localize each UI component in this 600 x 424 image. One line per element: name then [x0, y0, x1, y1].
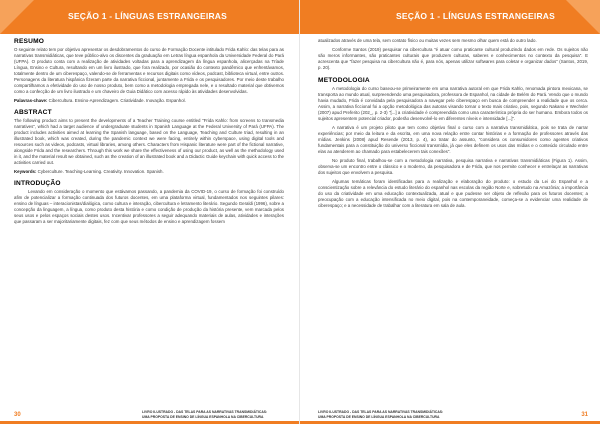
metodologia-heading: METODOLOGIA — [318, 77, 370, 84]
section-title: SEÇÃO 1 - LÍNGUAS ESTRANGEIRAS — [68, 11, 228, 21]
page-number: 31 — [581, 412, 588, 418]
introducao-heading: INTRODUÇÃO — [14, 180, 61, 187]
right-page — [300, 0, 600, 424]
resumo-paragraph: O seguinte relato tem por objetivo apresentar os desdobramentos do curso de Formação Docente intitulado Frida Kahlo: das telas para as narrativas transmidiáticas, que teve público-alvo os discentes da graduação em Letras língua espanhola da Universidade Federal do Pará (UFPA). O produto conta com a realização de atividades voltadas para a aprendizagem da língua espanhola, alicerçadas na Tríade Língua, Ensino e Cultura, resultando em um livro ilustrado, que fora realizado, por ocasião do contexto pandêmico que enfrentávamos, totalmente dentro de um ciberespaço, valendo-se de ferramentas e recursos digitais como vídeos, podcast, biblioteca virtual, entre outros. Personagens da literatura hispânica fizeram parte da narrativa ficcional, juntamente a Frida e os pesquisadores. Por meio deste trabalho compartilhamos a efetividade do uso de nosso produto, bem como a metodologia empregada nele, e o resultado material que obtivemos como a confecção de um livro ilustrado e um chaveiro de Guia Didático com acesso rápido às atividades desenvolvidas. — [14, 47, 284, 94]
footer-book-title — [142, 410, 267, 419]
metodologia-paragraph-2: A narrativa é um projeto piloto que tem como objetivo final o curso com a narrativa transmidiática, pois se trata de narrar experiências; por meio da leitura e da escrita, em uma nova relação entre contar histórias e a formação de professores através das mídias. Jenkins (2008) apud Resende (2013, p. 4), ao tratar do assunto, "considera os consumidores como agentes criativos fundamentais para a constituição do universo ficcional transmídia, já que eles definem os usos das mídias e o conteúdo circulado entre elas ao atenderem ao chamado para estabelecerem tais conexões". — [318, 125, 588, 154]
palavras-chave-label: Palavras-chave: — [14, 98, 48, 103]
palavras-chave-text: Cibercultura. Ensino-Aprendizagem. Criatividade. Inovação. Espanhol. — [47, 98, 186, 103]
footer-line-1: LIVRO ILUSTRADO - DAS TELAS PARA AS NARRATIVAS TRANSMIDIÁTICAS: — [318, 410, 444, 415]
keywords-label: Keywords: — [14, 169, 37, 174]
page-number: 30 — [14, 412, 21, 418]
resumo-heading: RESUMO — [14, 38, 45, 45]
left-footer — [0, 404, 300, 424]
metodologia-paragraph-1: A metodologia do curso baseou-se primeiramente em uma narrativa autoral em que Frida Kahlo, renomada pintora mexicana, se transporta ao mundo atual, surpreendendo uma pesquisadora, professora de Espanhol, na cidade de Belém do Pará. Vendo que o mundo havia mudado, Frida é convidada pela pesquisadora a navegar pelo ciberespaço em busca de compreender a realidade que os cerca. Assim, a narrativa ficcional foi a opção metodológica das autoras visando tornar o texto mais criativo, pois, segundo Nakano e Wechsler (2007) apud Preferito (202_, p. 2-3) "[...] a criatividade é compreendida como uma característica própria do ser humano. Embora todos os sujeitos apresentem potencial criador, poderão desenvolvê-lo em diferentes níveis e intensidade [...]". — [318, 86, 588, 121]
right-header-banner — [300, 0, 600, 34]
keywords — [14, 169, 284, 175]
keywords-text: Cyberculture. Teaching-Learning. Creativity. Innovation. Spanish. — [36, 169, 164, 174]
left-header-banner — [0, 0, 300, 34]
left-text-column — [14, 38, 284, 228]
abstract-heading: ABSTRACT — [14, 109, 52, 116]
header-decoration-shape — [566, 0, 600, 34]
metodologia-paragraph-3: No produto final, trabalhou-se com a metodologia narrativa, pesquisa narrativa e narrativas transmidiáticas (Figura 1). Assim, observa-se um encontro entre o clássico e o moderno, da pesquisadora e de Frida, que nos permite conhecer e entrelaçar as narrativas dos sujeitos que envolvem a pesquisa. — [318, 158, 588, 175]
footer-line-1: LIVRO ILUSTRADO - DAS TELAS PARA AS NARRATIVAS TRANSMIDIÁTICAS: — [142, 410, 268, 415]
right-text-column — [318, 38, 588, 212]
palavras-chave — [14, 98, 284, 104]
footer-line-2: UMA PROPOSTA DE ENSINO DE LÍNGUA ESPANHOLA NA CIBERCULTURA — [318, 414, 440, 419]
abstract-paragraph: The following product aims to present the developments of a Teacher Training course entitled "Frida Kahlo: from screens to transmedia narratives", which had a target audience of undergraduate students in Spanish Language at the Federal University of Pará (UFPA). The product includes activities aimed at learning the Spanish language, based on the Language, Teaching and Culture triad, resulting in an illustrated book, which was created, during the pandemic context we were facing, entirely within cyberspace, using digital tools and resources such as videos, podcasts, virtual libraries, among others. Characters from Hispanic literature were part of the fictional narrative, alongside Frida and the researchers. Through this work we share the effectiveness of using our product, as well as the methodology used in it, and the material result we obtained, such as the creation of an illustrated book and a Didactic Guide keychain with quick access to the activities carried out. — [14, 118, 284, 165]
section-title: SEÇÃO 1 - LÍNGUAS ESTRANGEIRAS — [396, 11, 556, 21]
metodologia-paragraph-4: Algumas temáticas foram identificadas para a realização e elaboração do produto: o estudo da Lei do Espanhol e a conscientização sobre a relevância do estudo literário do espanhol nas escolas da região Norte e, sobretudo na Amazônia; a importância do uso da criatividade em uma educação contextualizada, atual e que pudesse ser objeto de reflexão para os futuros docentes; a preocupação com a educação intensificada no meio digital, pois na contemporaneidade, começa-se a evidenciar uma realidade de ciberespaço; e a necessidade de trabalhar com a literatura em sala de aula. — [318, 179, 588, 208]
footer-line-2: UMA PROPOSTA DE ENSINO DE LÍNGUA ESPANHOLA NA CIBERCULTURA — [142, 414, 264, 419]
right-footer — [300, 404, 600, 424]
santos-paragraph: Conforme Santos (2019) pesquisar na cibercultura "é atuar como praticante cultural produzindo dados em rede. Os sujeitos não são meros informantes, são praticantes culturais que produzem culturas, saberes e conhecimentos no contexto da pesquisa". E acrescenta que "fazer pesquisa na cibercultura não é, para nós, apenas utilizar softwares para coletar e organizar dados" (Santos, 2019, p. 20). — [318, 47, 588, 70]
footer-book-title — [318, 410, 443, 419]
header-decoration-shape — [0, 0, 34, 34]
introducao-paragraph: Levando em consideração o momento que estávamos passando, a pandemia da COVID-19, o curso de formação foi construído afim de potencializar a formação continuada dos futuros docentes, em uma plataforma virtual, fundamentados nos seguintes pilares: ensino de línguas – interacionistas/dialógica, como cultura e interação, cibercultura e letramento literário. Segundo Geraldi (1996), sobre a concepção da linguagem, a língua, como produto desta história e como condição de produção da história presente, vem marcada pelos seus usos e pelos espaços sociais destes usos. Incentivar professores a seguir adequando materiais de aulas, atividades e interações que passaram a ser majoritariamente digitais, fez com que seus métodos de ensino e aprendizagem fossem — [14, 189, 284, 224]
continued-paragraph: atualizados através de uma tela, sem contato físico ou muitas vezes sem mesmo olhar quem está do outro lado. — [318, 38, 537, 43]
